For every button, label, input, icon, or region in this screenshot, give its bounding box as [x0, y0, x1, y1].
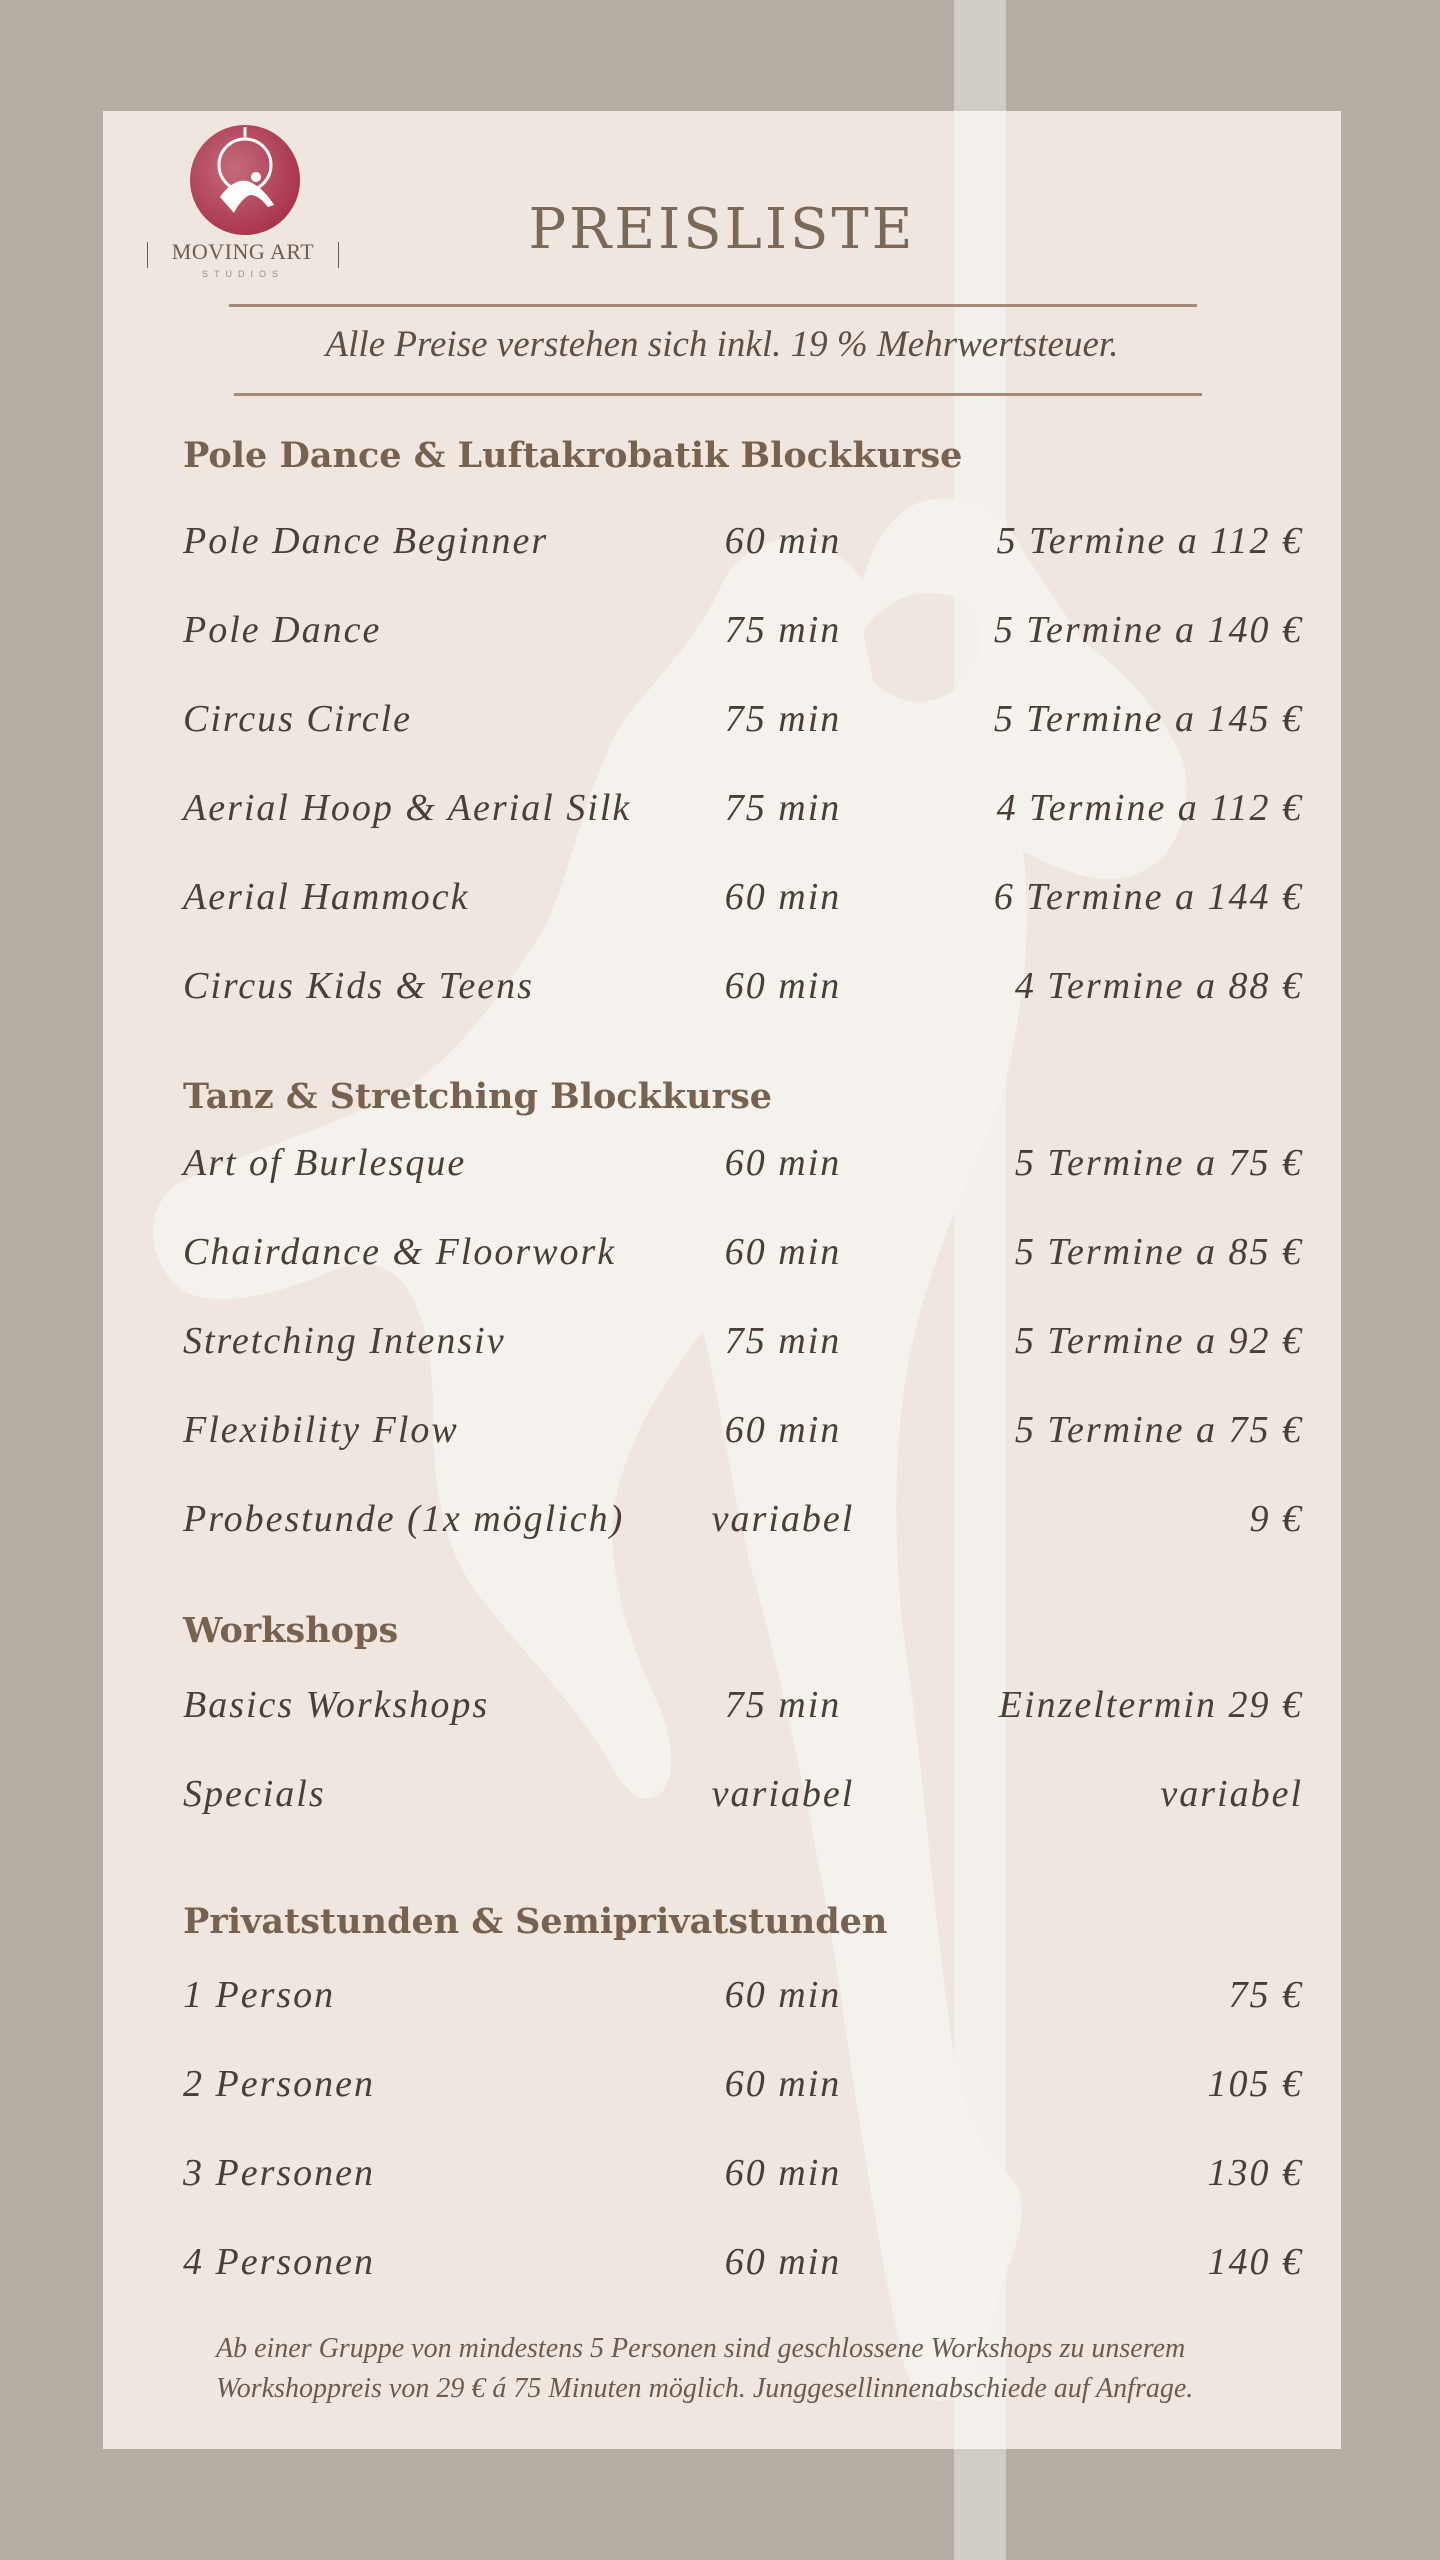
price-row: [183, 1772, 1303, 1832]
price-row: [183, 1230, 1303, 1290]
divider-top: [229, 304, 1197, 307]
course-name: Basics Workshops: [183, 1684, 490, 1726]
price-row: [183, 1319, 1303, 1379]
brand-sub: STUDIOS: [201, 269, 284, 279]
price-row: [183, 786, 1303, 846]
course-name: Stretching Intensiv: [183, 1320, 506, 1362]
course-duration: 75 min: [724, 609, 842, 651]
course-name: Flexibility Flow: [183, 1409, 459, 1451]
course-name: Aerial Hoop & Aerial Silk: [183, 787, 632, 829]
price-row: [183, 1497, 1303, 1557]
price-row: [183, 1683, 1303, 1743]
course-duration: 60 min: [724, 1409, 842, 1451]
vat-note: Alle Preise verstehen sich inkl. 19 % Mehrwertsteuer.: [325, 324, 1119, 365]
price-list-card: [103, 111, 1341, 2449]
course-duration: 60 min: [724, 1974, 842, 2016]
course-price: 5 Termine a 75 €: [1014, 1409, 1303, 1451]
course-duration: 60 min: [724, 1231, 842, 1273]
course-name: 2 Personen: [183, 2063, 376, 2105]
course-duration: variabel: [711, 1498, 855, 1540]
course-duration: 60 min: [724, 876, 842, 918]
divider-bottom: [234, 393, 1202, 396]
page-title: PREISLISTE: [528, 197, 916, 262]
course-price: 105 €: [1207, 2063, 1303, 2105]
course-price: 5 Termine a 75 €: [1014, 1142, 1303, 1184]
course-price: 140 €: [1207, 2241, 1303, 2283]
course-name: Circus Circle: [183, 698, 413, 740]
course-duration: 75 min: [724, 698, 842, 740]
course-price: 4 Termine a 88 €: [1014, 965, 1303, 1007]
price-row: [183, 2062, 1303, 2122]
section-title: Workshops: [183, 1610, 399, 1651]
course-price: 5 Termine a 92 €: [1014, 1320, 1303, 1362]
course-name: Aerial Hammock: [183, 876, 470, 918]
course-name: Pole Dance Beginner: [183, 520, 549, 562]
course-price: variabel: [1160, 1773, 1303, 1815]
course-duration: 60 min: [724, 2152, 842, 2194]
course-duration: 75 min: [724, 1320, 842, 1362]
price-row: [183, 2151, 1303, 2211]
course-price: 5 Termine a 112 €: [996, 520, 1303, 562]
course-price: 5 Termine a 145 €: [993, 698, 1303, 740]
price-row: [183, 608, 1303, 668]
section-title: Pole Dance & Luftakrobatik Blockkurse: [183, 435, 963, 476]
footnote: Ab einer Gruppe von mindestens 5 Personen sind geschlossene Workshops zu unserem Workshoppreis von 29 € á 75 Minuten möglich. Junggesellinnenabschiede auf Anfrage.: [216, 2333, 1194, 2404]
price-row: [183, 519, 1303, 579]
course-price: 130 €: [1207, 2152, 1303, 2194]
course-duration: 75 min: [724, 787, 842, 829]
course-name: Probestunde (1x möglich): [183, 1498, 625, 1540]
course-name: 3 Personen: [183, 2152, 376, 2194]
course-duration: variabel: [711, 1773, 855, 1815]
course-price: Einzeltermin 29 €: [998, 1684, 1303, 1726]
course-name: Art of Burlesque: [183, 1142, 467, 1184]
course-name: Circus Kids & Teens: [183, 965, 534, 1007]
price-row: [183, 875, 1303, 935]
course-price: 6 Termine a 144 €: [993, 876, 1303, 918]
price-row: [183, 1141, 1303, 1201]
course-duration: 75 min: [724, 1684, 842, 1726]
price-row: [183, 964, 1303, 1024]
price-row: [183, 1973, 1303, 2033]
course-price: 5 Termine a 85 €: [1014, 1231, 1303, 1273]
course-name: 4 Personen: [183, 2241, 376, 2283]
course-name: 1 Person: [183, 1974, 336, 2016]
course-price: 9 €: [1249, 1498, 1303, 1540]
course-duration: 60 min: [724, 1142, 842, 1184]
price-row: [183, 2240, 1303, 2300]
course-price: 5 Termine a 140 €: [993, 609, 1303, 651]
course-duration: 60 min: [724, 2063, 842, 2105]
course-duration: 60 min: [724, 520, 842, 562]
price-row: [183, 697, 1303, 757]
course-name: Specials: [183, 1773, 326, 1815]
brand-name: MOVING ART: [143, 239, 343, 265]
course-name: Pole Dance: [183, 609, 382, 651]
course-duration: 60 min: [724, 965, 842, 1007]
price-row: [183, 1408, 1303, 1468]
course-name: Chairdance & Floorwork: [183, 1231, 617, 1273]
section-title: Tanz & Stretching Blockkurse: [183, 1076, 773, 1117]
course-duration: 60 min: [724, 2241, 842, 2283]
course-price: 75 €: [1228, 1974, 1303, 2016]
section-title: Privatstunden & Semiprivatstunden: [183, 1901, 888, 1942]
course-price: 4 Termine a 112 €: [996, 787, 1303, 829]
